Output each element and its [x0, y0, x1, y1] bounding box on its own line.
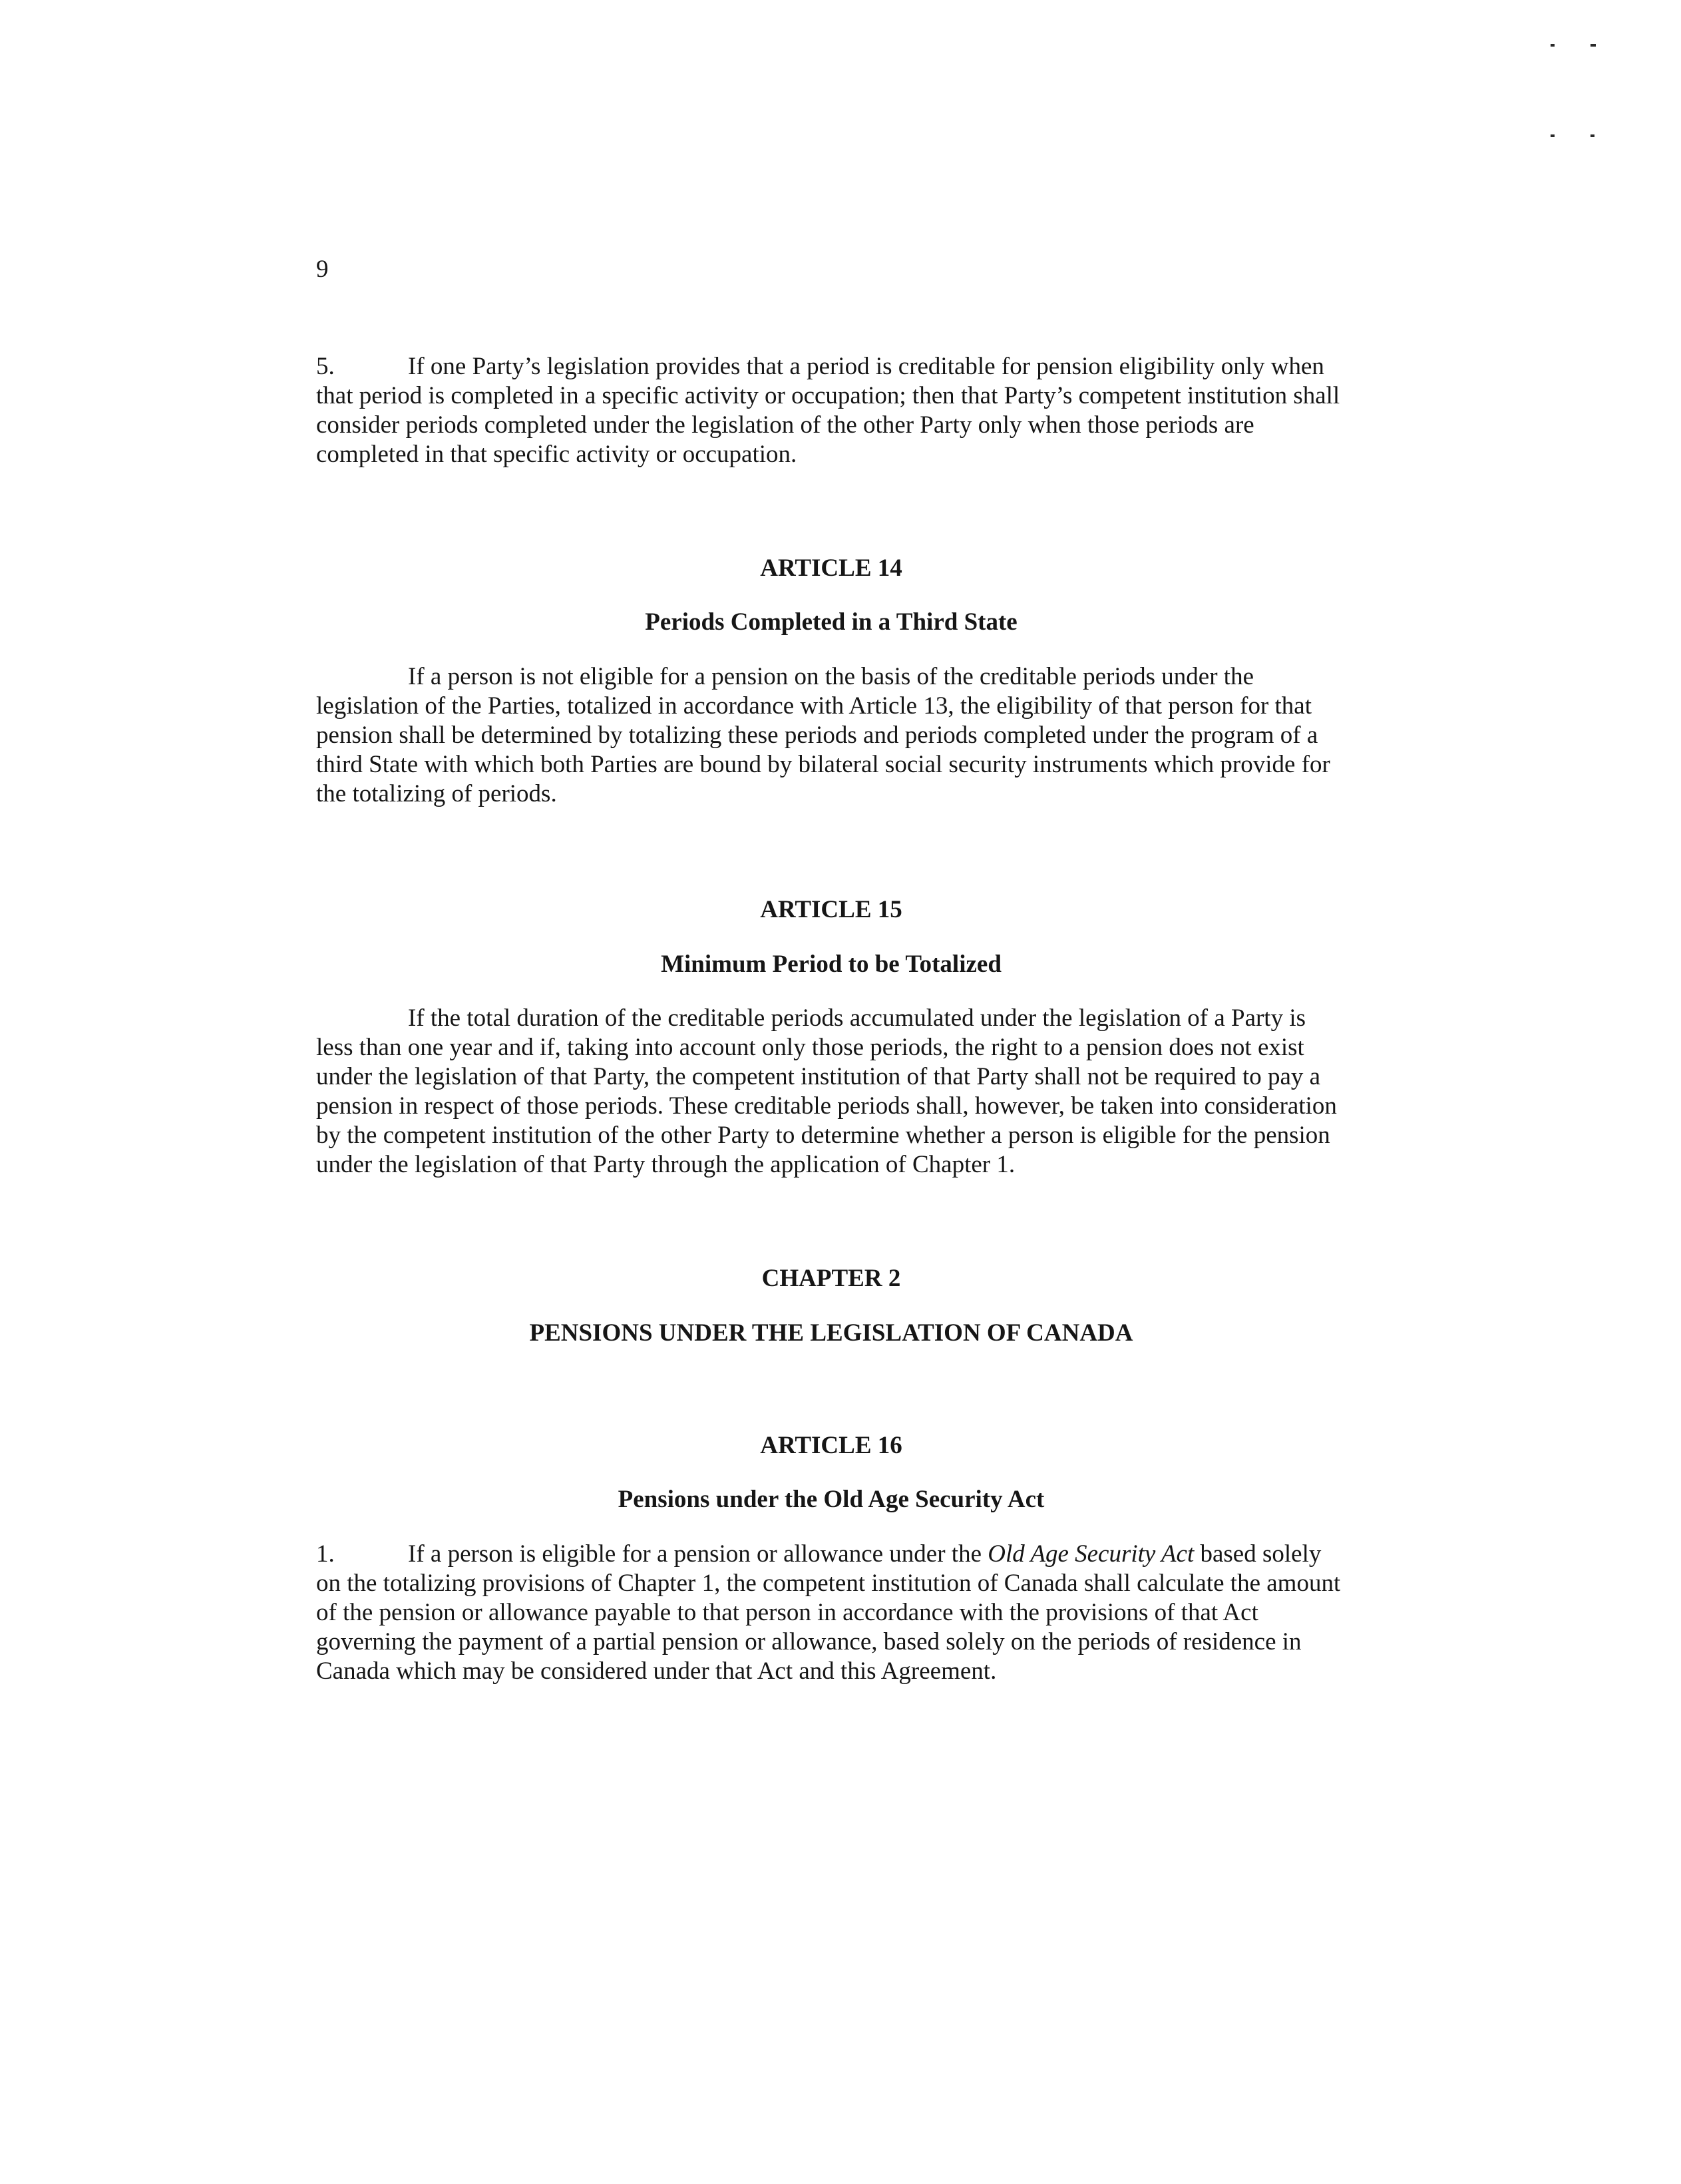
- article-16-heading: ARTICLE 16: [760, 1432, 902, 1459]
- section-5-text: If one Party’s legislation provides that a period is creditable for pension eligibility only when that period is completed in a specific activity or occupation; then that Party’s competent institution shall consider periods completed under the legislation of the other Party only when those periods are completed in that specific activity or occupation.: [316, 353, 1340, 468]
- chapter-2-title: PENSIONS UNDER THE LEGISLATION OF CANADA: [529, 1319, 1133, 1347]
- article-16-paragraph-1: [316, 1540, 1346, 1686]
- article-14-heading: ARTICLE 14: [760, 554, 902, 582]
- chapter-2-heading: CHAPTER 2: [761, 1265, 901, 1292]
- scan-mark: [1590, 44, 1596, 47]
- article-16-title: Pensions under the Old Age Security Act: [618, 1486, 1045, 1513]
- article-14-title: Periods Completed in a Third State: [645, 608, 1018, 636]
- article-15-text: If the total duration of the creditable periods accumulated under the legislation of a Party is less than one year and if, taking into account only those periods, the right to a pension does not exist under the legislation of that Party, the competent institution of that Party shall not be required to pay a pension in respect of those periods. These creditable periods shall, however, be taken into consideration by the competent institution of the other Party to determine whether a person is eligible for the pension under the legislation of that Party through the application of Chapter 1.: [316, 1004, 1337, 1178]
- article-16-para-1-number: 1.: [316, 1540, 335, 1568]
- scan-mark: [1551, 134, 1555, 137]
- article-15-heading: ARTICLE 15: [760, 896, 902, 923]
- article-16-para-1-text-before: If a person is eligible for a pension or allowance under the: [408, 1540, 988, 1568]
- act-name: Old Age Security Act: [988, 1540, 1195, 1568]
- article-14-text: If a person is not eligible for a pension on the basis of the creditable periods under the legislation of the Parties, totalized in accordance with Article 13, the eligibility of that person for that pension shall be determined by totalizing these periods and periods completed under the program of a third State with which both Parties are bound by bilateral social security instruments which provide for the totalizing of periods.: [316, 663, 1330, 807]
- scan-mark: [1590, 134, 1594, 137]
- scan-mark: [1551, 44, 1555, 47]
- section-5-paragraph: [316, 352, 1346, 469]
- article-15-title: Minimum Period to be Totalized: [661, 951, 1002, 978]
- article-16-para-1-text-after: based solely on the totalizing provisions of Chapter 1, the competent institution of Canada shall calculate the amount of the pension or allowance payable to that person in accordance with the provisions of that Act governing the payment of a partial pension or allowance, based solely on the periods of residence in Canada which may be considered under that Act and this Agreement.: [316, 1540, 1341, 1685]
- page-number: 9: [316, 256, 329, 283]
- section-5-number: 5.: [316, 353, 335, 380]
